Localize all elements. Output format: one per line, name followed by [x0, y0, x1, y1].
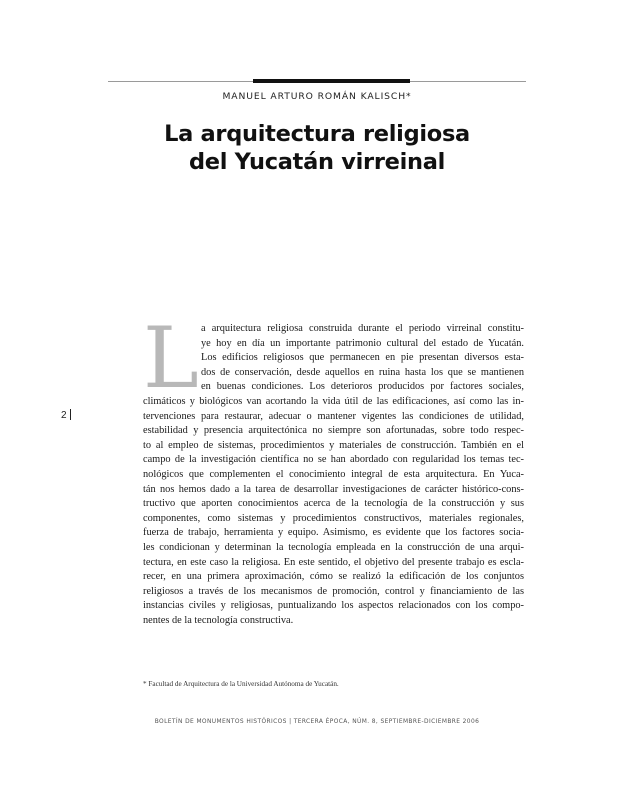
body-line: estabilidad y presencia arquitectónica no siempre son afortunadas, sobre todo respec-: [143, 425, 524, 437]
body-line: tán nos hemos dado a la tarea de desarrollar investigaciones de carácter histórico-cons-: [143, 483, 524, 495]
body-line: ye hoy en día un importante patrimonio cultural del estado de Yucatán.: [201, 337, 524, 349]
article-title-line-2: del Yucatán virreinal: [188, 149, 446, 175]
body-line: campo de la investigación científica no se han abordado con regularidad los temas tec-: [143, 454, 524, 466]
journal-footer: BOLETÍN DE MONUMENTOS HISTÓRICOS | TERCERA ÉPOCA, NÚM. 8, SEPTIEMBRE-DICIEMBRE 2006: [154, 719, 480, 725]
body-line: recer, en una primera aproximación, cómo se realizó la edificación de los conjuntos: [143, 571, 524, 583]
body-line: les condicionan y determinan la tecnología empleada en la construcción de una arqui-: [143, 541, 524, 553]
body-line: nentes de la tecnología constructiva.: [143, 614, 294, 626]
page-number: [61, 409, 71, 421]
article-title-line-1: La arquitectura religiosa: [164, 121, 470, 147]
body-line: fuerza de trabajo, herramienta y equipo. Asimismo, es evidente que los factores socia-: [143, 527, 524, 539]
body-line: a arquitectura religiosa construida durante el periodo virreinal constitu-: [201, 323, 524, 334]
body-line: dos de conservación, desde aquellos en ruina hasta los que se mantienen: [201, 366, 524, 378]
body-line: componentes, como sistemas y procedimientos constructivos, materiales regionales,: [143, 512, 524, 524]
page-number-value: 2: [61, 410, 67, 421]
body-line: tervenciones para restaurar, adecuar o mantener vigentes las condiciones de utilidad,: [143, 410, 524, 422]
body-line: nológicos que complementen el conocimiento integral de esta arquitectura. En Yuca-: [143, 468, 524, 480]
page-number-bar: [70, 409, 71, 420]
footnote: * Facultad de Arquitectura de la Universidad Autónoma de Yucatán.: [143, 680, 339, 688]
body-line: instancias civiles y religiosas, puntualizando los aspectos relacionados con los compo-: [143, 600, 524, 612]
body-line: tructivo que aporten conocimientos acerca de la tecnología de la construcción y sus: [143, 498, 524, 510]
body-line: to al empleo de sistemas, procedimientos y materiales de construcción. También en el: [143, 439, 524, 451]
drop-cap: L: [143, 309, 199, 407]
body-line: en buenas condiciones. Los deterioros producidos por factores sociales,: [201, 381, 524, 393]
body-line: Los edificios religiosos que permanecen en pie presentan diversos esta-: [201, 352, 524, 364]
article-title: [108, 120, 526, 176]
article-author: MANUEL ARTURO ROMÁN KALISCH*: [222, 91, 412, 102]
body-line: tectura, en este caso la religiosa. En este sentido, el objetivo del presente trabajo es escla-: [143, 556, 524, 568]
body-line: climáticos y biológicos van acortando la vida útil de las edificaciones, así como las in-: [143, 395, 524, 407]
body-line: religiosos a través de los mecanismos de promoción, control y financiamiento de las: [143, 585, 524, 597]
article-body: [143, 309, 524, 628]
header-rule-thick: [253, 79, 410, 83]
